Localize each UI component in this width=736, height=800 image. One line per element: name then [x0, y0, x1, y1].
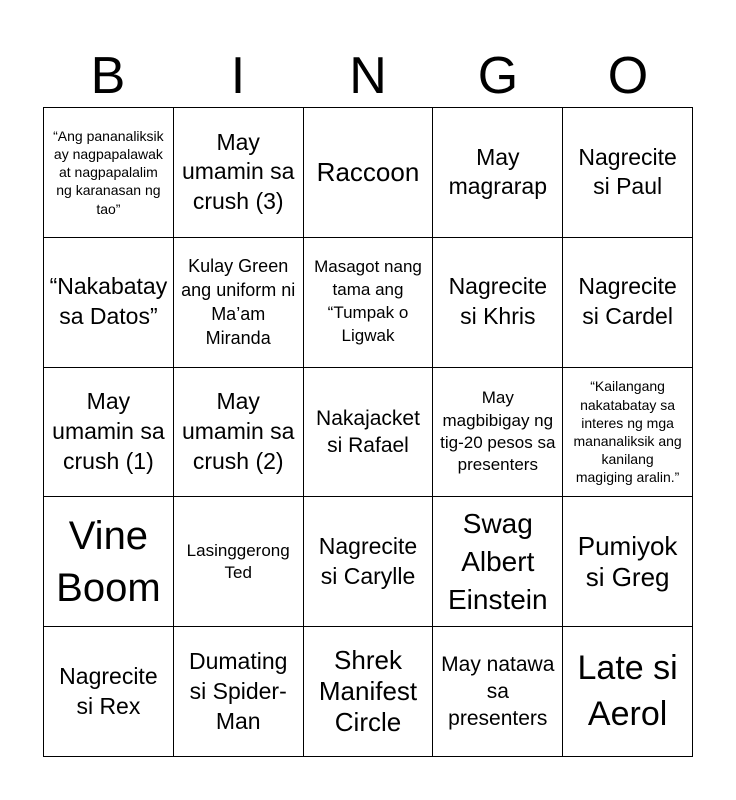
- bingo-cell[interactable]: May magbibigay ng tig-20 pesos sa presenters: [433, 368, 563, 498]
- bingo-cell[interactable]: Swag Albert Einstein: [433, 497, 563, 627]
- header-letter-o: O: [607, 47, 649, 105]
- bingo-cell[interactable]: “Kailangang nakatabatay sa interes ng mga mananaliksik ang kanilang magiging aralin.”: [563, 368, 693, 498]
- bingo-cell[interactable]: Raccoon: [304, 108, 434, 238]
- header-letter-b: B: [90, 47, 126, 105]
- bingo-cell[interactable]: Masagot nang tama ang “Tumpak o Ligwak: [304, 238, 434, 368]
- bingo-cell[interactable]: Dumating si Spider-Man: [174, 627, 304, 757]
- bingo-cell[interactable]: May magrarap: [433, 108, 563, 238]
- bingo-cell[interactable]: Nakajacket si Rafael: [304, 368, 434, 498]
- bingo-cell[interactable]: Nagrecite si Cardel: [563, 238, 693, 368]
- bingo-cell[interactable]: Nagrecite si Carylle: [304, 497, 434, 627]
- bingo-cell[interactable]: May umamin sa crush (3): [174, 108, 304, 238]
- header-letter-i: I: [230, 47, 246, 105]
- bingo-grid: [43, 107, 693, 757]
- bingo-cell[interactable]: Late si Aerol: [563, 627, 693, 757]
- bingo-header: [43, 46, 693, 106]
- bingo-cell[interactable]: Kulay Green ang uniform ni Ma’am Miranda: [174, 238, 304, 368]
- header-letter-g: G: [477, 47, 519, 105]
- bingo-cell[interactable]: May umamin sa crush (2): [174, 368, 304, 498]
- bingo-cell[interactable]: Nagrecite si Rex: [44, 627, 174, 757]
- bingo-cell[interactable]: Nagrecite si Khris: [433, 238, 563, 368]
- bingo-cell[interactable]: Nagrecite si Paul: [563, 108, 693, 238]
- bingo-cell[interactable]: Shrek Manifest Circle: [304, 627, 434, 757]
- bingo-cell[interactable]: “Ang pananaliksik ay nagpapalawak at nagpapalalim ng karanasan ng tao”: [44, 108, 174, 238]
- bingo-cell[interactable]: May natawa sa presenters: [433, 627, 563, 757]
- bingo-cell[interactable]: May umamin sa crush (1): [44, 368, 174, 498]
- bingo-cell[interactable]: Lasinggerong Ted: [174, 497, 304, 627]
- bingo-cell[interactable]: “Nakabatay sa Datos”: [44, 238, 174, 368]
- bingo-cell[interactable]: Pumiyok si Greg: [563, 497, 693, 627]
- header-letter-n: N: [349, 47, 387, 105]
- bingo-cell[interactable]: Vine Boom: [44, 497, 174, 627]
